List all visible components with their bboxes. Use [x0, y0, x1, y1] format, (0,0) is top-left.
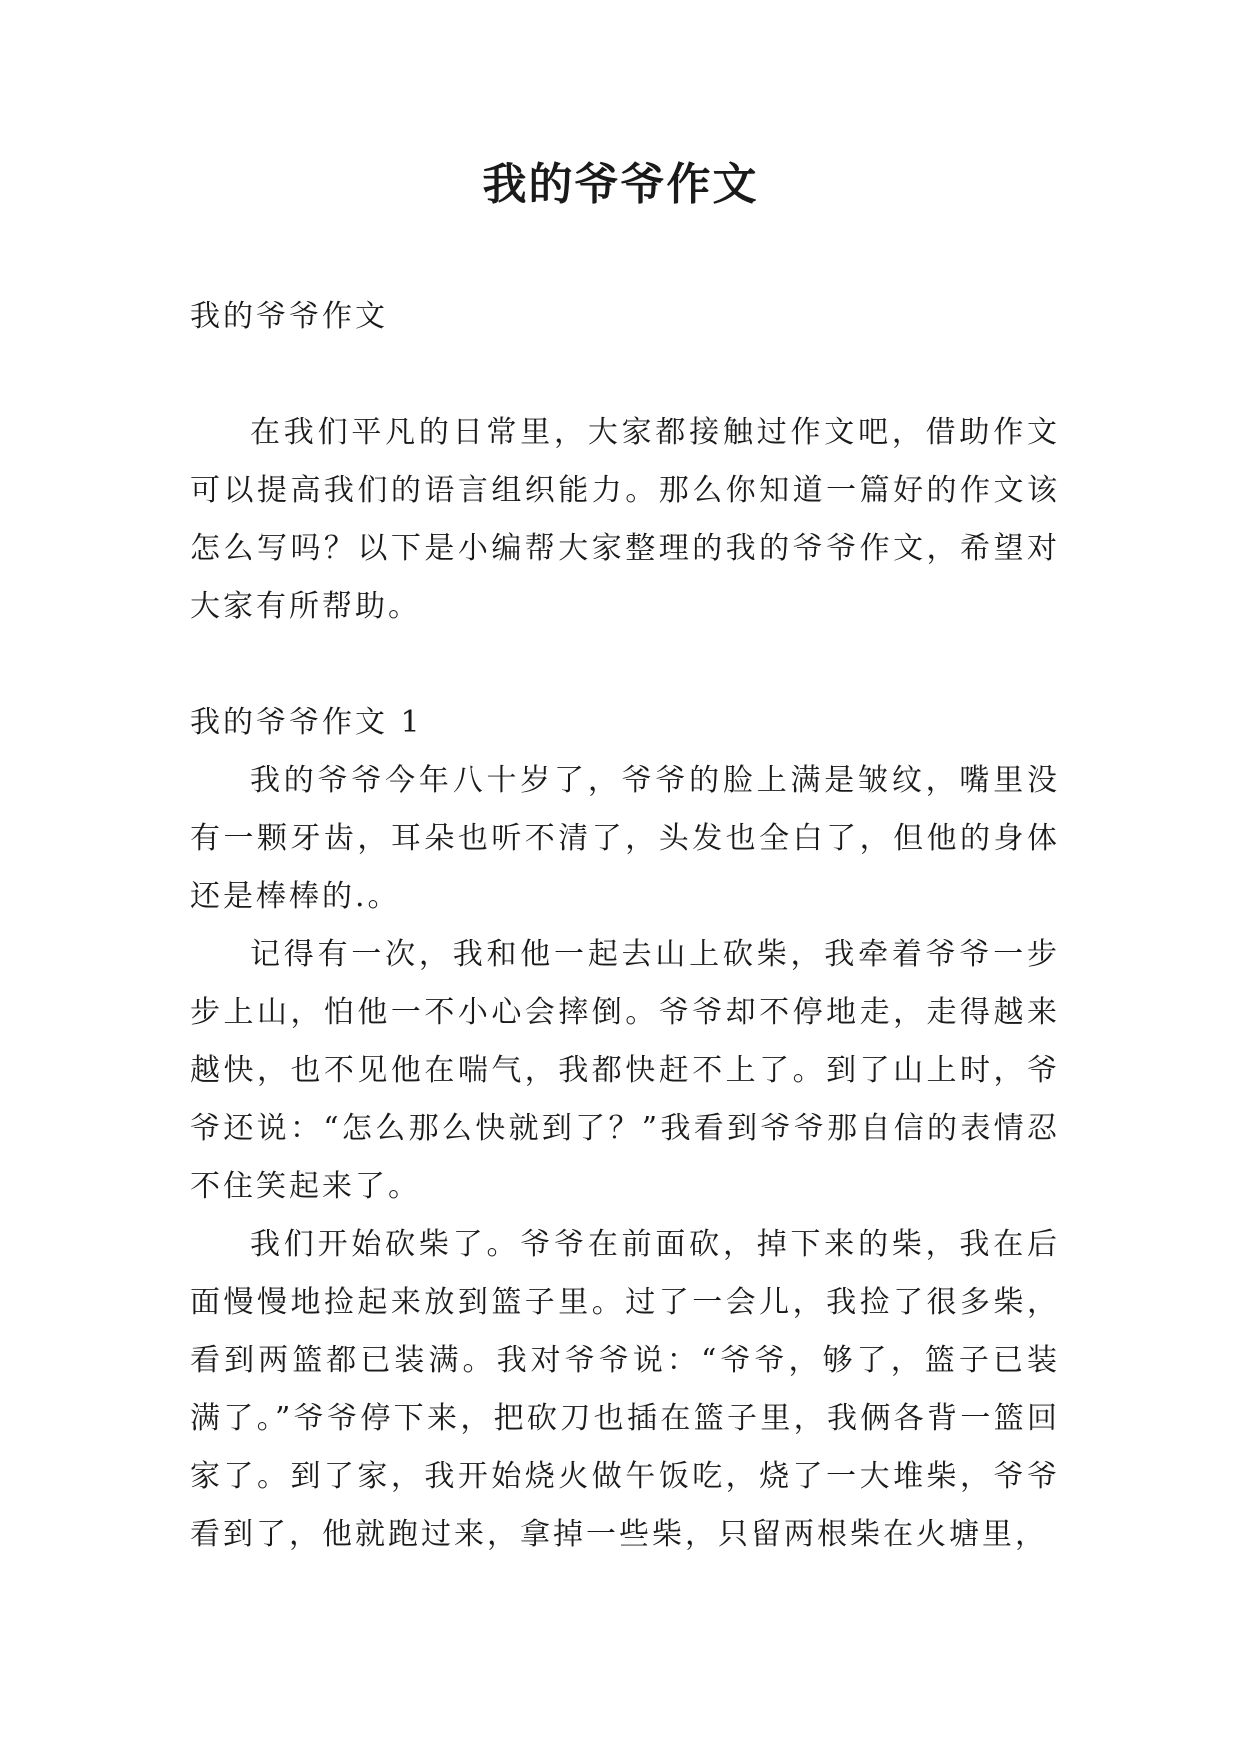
intro-paragraph: 在我们平凡的日常里，大家都接触过作文吧，借助作文可以提高我们的语言组织能力。那么你知道一篇好的作文该怎么写吗？以下是小编帮大家整理的我的爷爷作文，希望对大家有所帮助。: [190, 415, 1060, 624]
body-paragraph: 我们开始砍柴了。爷爷在前面砍，掉下来的柴，我在后面慢慢地捡起来放到篮子里。过了一会儿，我捡了很多柴，看到两篮都已装满。我对爷爷说：“爷爷，够了，篮子已装满了。”爷爷停下来，把砍刀也插在篮子里，我俩各背一篮回家了。到了家，我开始烧火做午饭吃，烧了一大堆柴，爷爷看到了，他就跑过来，拿掉一些柴，只留两根柴在火塘里，: [190, 1227, 1060, 1552]
section-heading: 我的爷爷作文 1: [190, 705, 423, 740]
document-subtitle: 我的爷爷作文: [190, 299, 388, 334]
document-title: 我的爷爷作文: [482, 159, 759, 210]
body-paragraph: 记得有一次，我和他一起去山上砍柴，我牵着爷爷一步步上山，怕他一不小心会摔倒。爷爷却不停地走，走得越来越快，也不见他在喘气，我都快赶不上了。到了山上时，爷爷还说：“怎么那么快就到了？”我看到爷爷那自信的表情忍不住笑起来了。: [190, 937, 1060, 1204]
body-paragraph: 我的爷爷今年八十岁了，爷爷的脸上满是皱纹，嘴里没有一颗牙齿，耳朵也听不清了，头发也全白了，但他的身体还是棒棒的.。: [190, 763, 1060, 914]
document-body: [190, 288, 1060, 1564]
spacer: [190, 636, 1060, 694]
spacer: [190, 346, 1060, 404]
